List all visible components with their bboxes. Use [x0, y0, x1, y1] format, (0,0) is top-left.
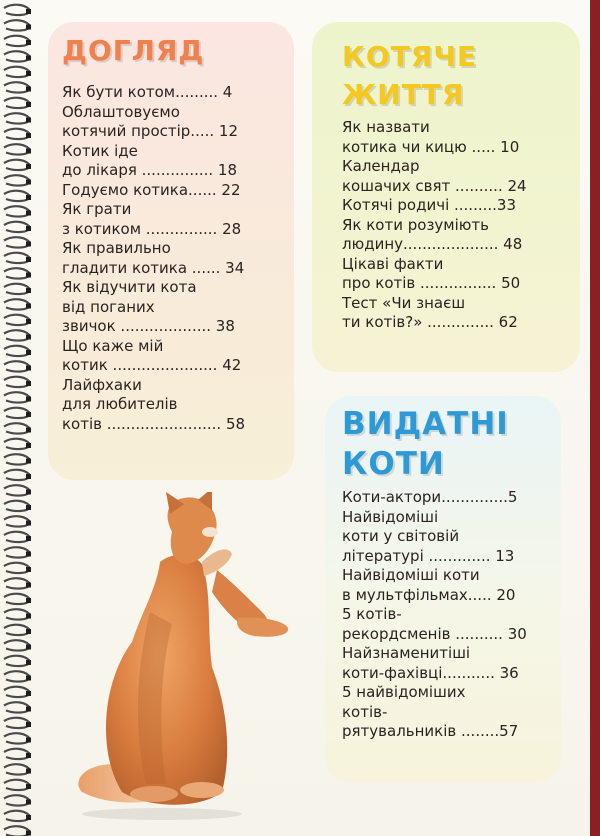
toc-entry-line: котика чи кицю ..... 10	[342, 137, 520, 156]
binding-hole	[26, 800, 31, 805]
heading-line: КОТЯЧЕ	[342, 40, 478, 73]
toc-entry-line: Котячі родичі .........33	[342, 196, 517, 214]
toc-entry	[62, 142, 274, 181]
toc-entry-line: Годуємо котика...... 22	[62, 180, 241, 199]
toc-entry-line: Облаштовуємо	[62, 102, 180, 121]
binding-hole	[26, 211, 31, 216]
binding-hole	[26, 552, 31, 557]
toc-entry	[62, 337, 274, 376]
ginger-cat-illustration	[62, 492, 302, 822]
toc-entry	[342, 508, 554, 567]
toc-entry-line: котячий простір..... 12	[62, 122, 239, 140]
binding-hole	[26, 164, 31, 169]
toc-entry	[342, 216, 554, 255]
binding-hole	[26, 645, 31, 650]
toc-entry	[62, 239, 274, 278]
toc-entry	[342, 605, 554, 644]
toc-entry-line: Лайфхаки	[62, 375, 142, 394]
section-heading-care: ДОГЛЯД	[62, 34, 205, 67]
binding-hole	[26, 180, 31, 185]
toc-entry-line: Тест «Чи знаєш	[342, 293, 466, 312]
binding-hole	[26, 738, 31, 743]
toc-entry-line: 5 котів-	[342, 605, 402, 623]
binding-hole	[26, 614, 31, 619]
binding-hole	[26, 9, 31, 14]
spiral-binding-icon	[0, 0, 34, 836]
toc-entry-line: Цікаві факти	[342, 254, 444, 273]
toc-entry	[342, 157, 554, 196]
toc-entry-line: рятувальників ........57	[342, 722, 519, 740]
binding-hole	[26, 381, 31, 386]
binding-hole	[26, 629, 31, 634]
toc-entry-line: людину.................... 48	[342, 235, 523, 253]
binding-hole	[26, 769, 31, 774]
binding-hole	[26, 87, 31, 92]
toc-entry-line: від поганих	[62, 297, 155, 316]
toc-entry	[62, 83, 274, 103]
binding-hole	[26, 660, 31, 665]
binding-hole	[26, 118, 31, 123]
toc-entry-line: до лікаря ............... 18	[62, 161, 238, 179]
toc-entry-line: для любителів	[62, 395, 178, 413]
section-heading-cat-life	[342, 38, 477, 114]
toc-entry-line: Як коти розуміють	[342, 215, 489, 234]
heading-line: КОТИ	[342, 446, 445, 482]
toc-list-care	[62, 83, 274, 434]
binding-hole	[26, 443, 31, 448]
heading-line: ЖИТТЯ	[342, 78, 465, 111]
binding-hole	[26, 583, 31, 588]
toc-entry	[342, 196, 554, 216]
binding-hole	[26, 722, 31, 727]
toc-entry-line: Найвідоміші	[342, 507, 439, 526]
binding-hole	[26, 133, 31, 138]
toc-entry-line: Як грати	[62, 200, 132, 218]
binding-hole	[26, 753, 31, 758]
binding-hole	[26, 474, 31, 479]
binding-hole	[26, 273, 31, 278]
toc-entry-line: котик ...................... 42	[62, 356, 242, 374]
toc-entry-line: Як правильно	[62, 239, 171, 257]
binding-hole	[26, 195, 31, 200]
toc-list-famous-cats	[342, 488, 554, 742]
toc-entry	[62, 278, 274, 337]
binding-hole	[26, 319, 31, 324]
toc-entry-line: Як назвати	[342, 118, 430, 136]
binding-hole	[26, 567, 31, 572]
toc-entry-line: Як бути котом......... 4	[62, 83, 233, 101]
section-heading-famous-cats	[342, 404, 509, 484]
binding-hole	[26, 459, 31, 464]
binding-hole	[26, 149, 31, 154]
page-edge	[590, 0, 600, 836]
toc-entry	[342, 118, 554, 157]
binding-hole	[26, 428, 31, 433]
toc-entry	[342, 294, 554, 333]
toc-entry-line: коти у світовій	[342, 527, 460, 545]
toc-entry	[342, 683, 554, 742]
toc-entry-line: 5 найвідоміших	[342, 683, 466, 701]
toc-entry	[62, 376, 274, 435]
toc-entry-line: Коти-актори..............5	[342, 488, 518, 506]
toc-entry	[342, 566, 554, 605]
toc-list-cat-life	[342, 118, 554, 333]
toc-entry-line: кошачих свят .......... 24	[342, 176, 527, 195]
binding-hole	[26, 490, 31, 495]
binding-hole	[26, 257, 31, 262]
toc-entry-line: Календар	[342, 157, 420, 175]
toc-entry-line: котів ........................ 58	[62, 414, 246, 433]
binding-hole	[26, 815, 31, 820]
binding-hole	[26, 598, 31, 603]
binding-hole	[26, 226, 31, 231]
binding-hole	[26, 505, 31, 510]
binding-hole	[26, 397, 31, 402]
binding-hole	[26, 288, 31, 293]
toc-entry-line: Як відучити кота	[62, 278, 197, 296]
binding-hole	[26, 25, 31, 30]
toc-entry-line: ти котів?» .............. 62	[342, 313, 518, 331]
toc-entry	[62, 181, 274, 201]
toc-entry	[342, 255, 554, 294]
binding-hole	[26, 71, 31, 76]
binding-hole	[26, 521, 31, 526]
binding-hole	[26, 335, 31, 340]
toc-entry-line: Найзнаменитіші	[342, 644, 471, 662]
toc-entry	[62, 103, 274, 142]
binding-hole	[26, 40, 31, 45]
toc-entry	[342, 488, 554, 508]
binding-hole	[26, 366, 31, 371]
binding-hole	[26, 707, 31, 712]
binding-hole	[26, 676, 31, 681]
toc-entry-line: про котів ................ 50	[342, 274, 521, 292]
toc-entry-line: гладити котика ...... 34	[62, 258, 245, 277]
binding-hole	[26, 304, 31, 309]
toc-entry-line: Котик іде	[62, 141, 138, 160]
toc-entry-line: з котиком ............... 28	[62, 219, 242, 238]
toc-entry-line: літературі ............. 13	[342, 546, 515, 565]
binding-hole	[26, 784, 31, 789]
binding-hole	[26, 102, 31, 107]
binding-hole	[26, 691, 31, 696]
toc-entry-line: коти-фахівці........... 36	[342, 663, 519, 682]
binding-hole	[26, 536, 31, 541]
binding-hole	[26, 56, 31, 61]
binding-hole	[26, 412, 31, 417]
toc-entry-line: звичок ................... 38	[62, 317, 235, 335]
toc-entry	[342, 644, 554, 683]
binding-hole	[26, 831, 31, 836]
binding-hole	[26, 350, 31, 355]
binding-hole	[26, 242, 31, 247]
toc-entry-line: в мультфільмах..... 20	[342, 585, 516, 604]
heading-line: ВИДАТНІ	[342, 406, 509, 442]
toc-entry-line: Найвідоміші коти	[342, 566, 480, 584]
toc-entry	[62, 200, 274, 239]
toc-entry-line: рекордсменів .......... 30	[342, 624, 527, 643]
toc-entry-line: Що каже мій	[62, 336, 164, 355]
toc-entry-line: котів-	[342, 702, 388, 721]
